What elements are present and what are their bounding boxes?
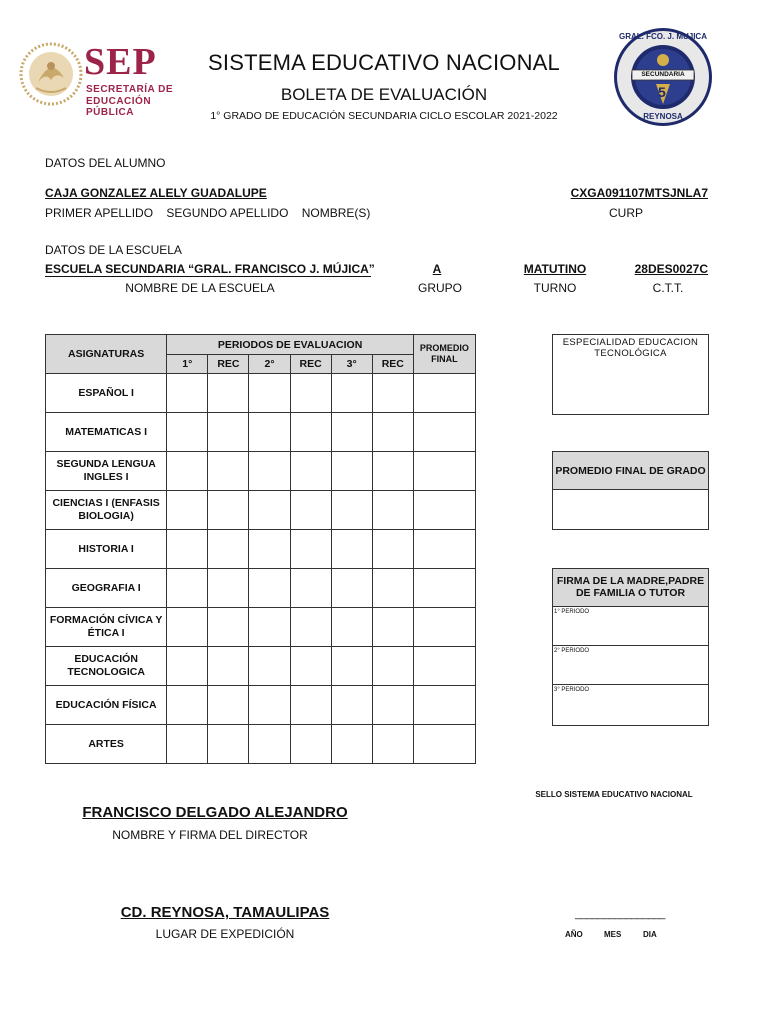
signature-period-2-label: 2° PERIODO [554,648,590,654]
school-cct: 28DES0027C [634,262,708,276]
grade-cell[interactable] [372,491,413,530]
date-line: ________________ [575,908,665,920]
grade-cell[interactable] [208,374,249,413]
grade-cell[interactable] [249,686,290,725]
grade-cell[interactable] [249,608,290,647]
specialty-box [552,334,709,415]
grade-cell[interactable] [331,374,372,413]
signature-period-1[interactable] [552,606,709,647]
school-name: ESCUELA SECUNDARIA “GRAL. FRANCISCO J. MÚJICA” [45,262,375,276]
signature-header-box [552,568,709,608]
grade-cell[interactable] [290,686,331,725]
grade-cell[interactable] [331,569,372,608]
grade-cell[interactable] [290,569,331,608]
grade-cell[interactable] [167,647,208,686]
table-row [46,491,476,530]
signature-label: FIRMA DE LA MADRE,PADRE DE FAMILIA O TUTOR [556,575,705,599]
subject-name: GEOGRAFIA I [46,569,167,608]
final-grade-label: PROMEDIO FINAL DE GRADO [555,465,706,477]
grade-cell[interactable] [331,725,372,764]
grade-cell[interactable] [331,686,372,725]
final-grade-header-box [552,451,709,491]
grade-cell[interactable] [208,725,249,764]
grade-cell[interactable] [372,608,413,647]
grade-cell[interactable] [372,647,413,686]
grade-cell[interactable] [372,374,413,413]
specialty-label: ESPECIALIDAD EDUCACION TECNOLÓGICA [562,337,699,359]
grade-cell[interactable] [167,569,208,608]
grade-cell[interactable] [249,491,290,530]
seal-top-text: GRAL. FCO. J. MUJICA [618,32,707,41]
subjects-header: ASIGNATURAS [46,335,167,374]
student-curp: CXGA091107MTSJNLA7 [570,186,708,200]
date-label-year: AÑO [565,930,583,939]
subject-name: EDUCACIÓN TECNOLOGICA [46,647,167,686]
grades-table [45,334,476,764]
final-grade-cell[interactable] [413,491,475,530]
grade-cell[interactable] [167,530,208,569]
period-col-rec-3: REC [372,355,413,374]
final-grade-cell[interactable] [413,374,475,413]
grade-cell[interactable] [208,569,249,608]
grade-cell[interactable] [372,725,413,764]
grade-cell[interactable] [249,452,290,491]
period-col-rec-2: REC [290,355,331,374]
final-grade-cell[interactable] [413,413,475,452]
table-row [46,374,476,413]
final-grade-cell[interactable] [413,608,475,647]
grade-cell[interactable] [208,413,249,452]
grade-cell[interactable] [167,608,208,647]
school-section-label: DATOS DE LA ESCUELA [45,243,182,257]
grade-cell[interactable] [331,452,372,491]
grade-cell[interactable] [249,530,290,569]
signature-period-1-label: 1° PERIODO [554,609,590,615]
period-col-3: 3° [331,355,372,374]
student-section-label: DATOS DEL ALUMNO [45,156,166,170]
grade-cell[interactable] [290,608,331,647]
grade-cell[interactable] [290,413,331,452]
period-col-1: 1° [167,355,208,374]
director-name: FRANCISCO DELGADO ALEJANDRO [82,804,348,821]
school-name-caption: NOMBRE DE LA ESCUELA [125,281,275,295]
curp-caption: CURP [608,206,643,220]
grade-cell[interactable] [167,725,208,764]
table-row [46,452,476,491]
subject-name: SEGUNDA LENGUA INGLES I [46,452,167,491]
grade-cell[interactable] [331,491,372,530]
grade-cell[interactable] [167,452,208,491]
grade-cell[interactable] [167,413,208,452]
table-row [46,647,476,686]
grade-cell[interactable] [331,530,372,569]
final-grade-cell[interactable] [413,725,475,764]
grade-cell[interactable] [208,491,249,530]
group-caption: GRUPO [417,281,462,295]
grade-cell[interactable] [290,725,331,764]
grade-cell[interactable] [331,647,372,686]
period-col-2: 2° [249,355,290,374]
grade-cell[interactable] [208,530,249,569]
student-name-caption: PRIMER APELLIDO SEGUNDO APELLIDO NOMBRE(S) [45,206,371,220]
school-group: A [432,262,442,276]
table-row [46,608,476,647]
page-title: SISTEMA EDUCATIVO NACIONAL [208,50,560,75]
sep-line-2: EDUCACIÓN PÚBLICA [86,96,152,118]
subject-name: EDUCACIÓN FÍSICA [46,686,167,725]
grade-cell[interactable] [249,374,290,413]
subject-name: ESPAÑOL I [46,374,167,413]
grade-cell[interactable] [249,569,290,608]
grade-cell[interactable] [208,647,249,686]
page-subtitle: BOLETA DE EVALUACIÓN [280,85,488,104]
school-name-underline [45,276,371,277]
sep-acronym: SEP [84,41,157,83]
seal-bottom-text: REYNOSA [643,112,683,121]
grade-cell[interactable] [372,530,413,569]
place-caption: LUGAR DE EXPEDICIÓN [155,927,295,941]
date-label-day: DIA [643,930,657,939]
period-col-rec-1: REC [208,355,249,374]
grade-cell[interactable] [372,452,413,491]
final-grade-cell[interactable] [413,452,475,491]
grade-cell[interactable] [167,686,208,725]
final-grade-cell[interactable] [413,530,475,569]
grade-cell[interactable] [372,569,413,608]
seal-label: SELLO SISTEMA EDUCATIVO NACIONAL [535,790,693,799]
grade-cell[interactable] [290,647,331,686]
grade-cell[interactable] [331,608,372,647]
grade-cell[interactable] [249,413,290,452]
subject-name: FORMACIÓN CÍVICA Y ÉTICA I [46,608,167,647]
grade-cell[interactable] [372,686,413,725]
grade-cell[interactable] [331,413,372,452]
shift-caption: TURNO [533,281,577,295]
signature-period-2[interactable] [552,645,709,686]
date-label-month: MES [604,930,622,939]
grade-cell[interactable] [208,686,249,725]
table-row [46,530,476,569]
subject-name: CIENCIAS I (ENFASIS BIOLOGIA) [46,491,167,530]
grade-cell[interactable] [290,374,331,413]
table-row [46,569,476,608]
signature-period-3-label: 3° PERIODO [554,687,590,693]
grade-cell[interactable] [167,491,208,530]
final-grade-value-box[interactable] [552,489,709,530]
place-of-issue: CD. REYNOSA, TAMAULIPAS [120,904,330,921]
grade-cell[interactable] [249,725,290,764]
signature-period-3[interactable] [552,684,709,726]
subject-name: HISTORIA I [46,530,167,569]
grade-cell[interactable] [290,491,331,530]
final-grade-cell[interactable] [413,569,475,608]
subject-name: ARTES [46,725,167,764]
grade-cell[interactable] [208,608,249,647]
table-row [46,725,476,764]
sep-line-1: SECRETARÍA DE [86,84,174,95]
periods-header: PERIODOS DE EVALUACION [167,335,414,355]
table-row [46,413,476,452]
cct-caption: C.T.T. [652,281,684,295]
grade-cell[interactable] [372,413,413,452]
final-grade-cell[interactable] [413,686,475,725]
grade-rows [46,374,476,764]
director-caption: NOMBRE Y FIRMA DEL DIRECTOR [112,828,308,842]
final-average-header: PROMEDIO FINAL [413,335,475,374]
seal-ribbon-text: SECUNDARIA [641,71,685,78]
grade-cell[interactable] [167,374,208,413]
table-row [46,686,476,725]
seal-number: 5 [658,84,666,100]
grade-line: 1° GRADO DE EDUCACIÓN SECUNDARIA CICLO ESCOLAR 2021-2022 [210,110,558,122]
student-name: CAJA GONZALEZ ALELY GUADALUPE [45,186,267,200]
grade-cell[interactable] [290,530,331,569]
subject-name: MATEMATICAS I [46,413,167,452]
grade-cell[interactable] [249,647,290,686]
school-shift: MATUTINO [523,262,587,276]
grade-cell[interactable] [208,452,249,491]
final-grade-cell[interactable] [413,647,475,686]
grade-cell[interactable] [290,452,331,491]
